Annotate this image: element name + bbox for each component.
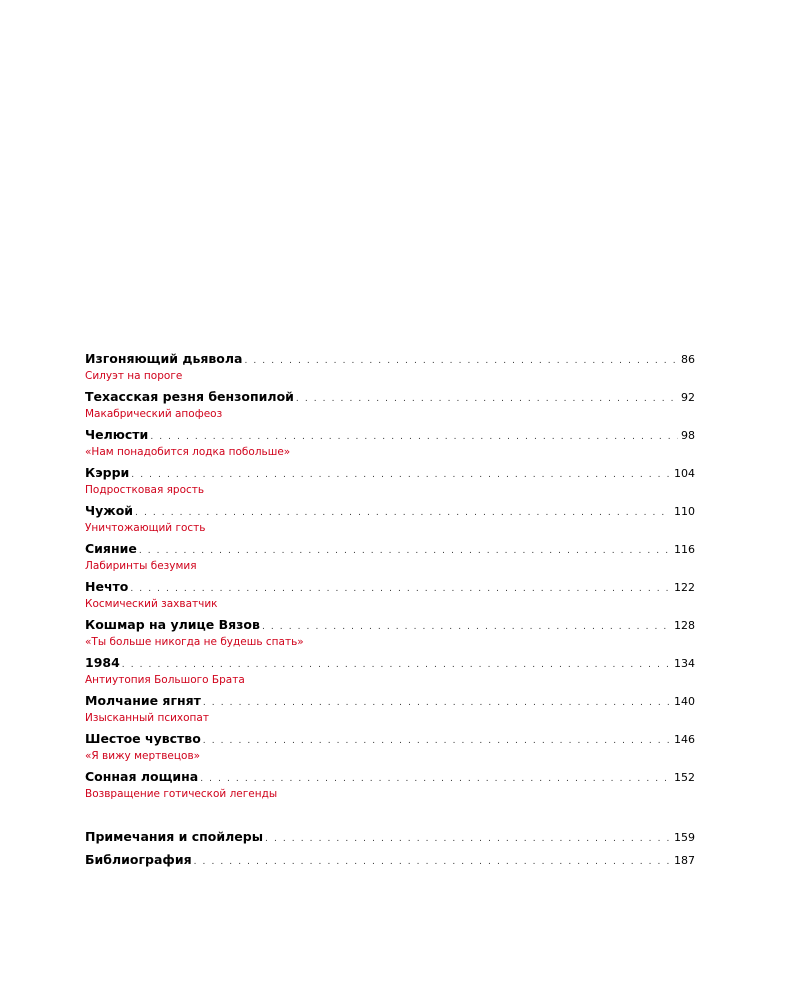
toc-entry-title: Чужой <box>85 503 134 518</box>
toc-entry-title: Изгоняющий дьявола <box>85 351 243 366</box>
toc-entry-bibliography[interactable] <box>85 848 695 871</box>
toc-entry-line <box>85 577 695 596</box>
toc-entry-line <box>85 501 695 520</box>
toc-entry-title: 1984 <box>85 655 120 670</box>
dot-leader <box>203 732 671 751</box>
toc-entry-line <box>85 848 695 871</box>
toc-entry[interactable] <box>85 349 695 387</box>
dot-leader <box>135 504 671 523</box>
toc-entry-title: Техасская резня бензопилой <box>85 389 294 404</box>
dot-leader <box>244 352 678 371</box>
toc-entry-page: 104 <box>674 467 695 480</box>
toc-entry-line <box>85 615 695 634</box>
toc-entry-subtitle: Космический захватчик <box>85 598 218 610</box>
toc-entry[interactable] <box>85 425 695 463</box>
toc-entry-line <box>85 729 695 748</box>
dot-leader <box>265 828 671 851</box>
toc-entry-title: Челюсти <box>85 427 149 442</box>
toc-appendix <box>85 825 695 871</box>
toc-entry-line <box>85 387 695 406</box>
toc-entry-subtitle: Возвращение готической легенды <box>85 788 278 800</box>
toc-entry-subtitle: Силуэт на пороге <box>85 370 183 382</box>
toc-entry-page: 128 <box>674 619 695 632</box>
toc-entry-line <box>85 539 695 558</box>
dot-leader <box>296 390 678 409</box>
toc-entry-line <box>85 349 695 368</box>
toc-entry[interactable] <box>85 577 695 615</box>
toc-entry-subtitle: «Ты больше никогда не будешь спать» <box>85 636 304 648</box>
toc-entry-title: Библиография <box>85 852 192 867</box>
toc-entry-title: Молчание ягнят <box>85 693 201 708</box>
toc-entry-line <box>85 425 695 444</box>
toc-entry-page: 86 <box>681 353 695 366</box>
toc-entry-title: Примечания и спойлеры <box>85 829 264 844</box>
toc-entry-subtitle: Антиутопия Большого Брата <box>85 674 245 686</box>
toc-entry-title: Сияние <box>85 541 137 556</box>
toc-entry-title: Сонная лощина <box>85 769 199 784</box>
toc-entry-subtitle: «Нам понадобится лодка побольше» <box>85 446 291 458</box>
toc-entry[interactable] <box>85 539 695 577</box>
toc-entry-page: 159 <box>674 831 695 844</box>
toc-entry-page: 152 <box>674 771 695 784</box>
toc-entry-page: 134 <box>674 657 695 670</box>
dot-leader <box>262 618 671 637</box>
toc-entry-subtitle: Лабиринты безумия <box>85 560 197 572</box>
toc-entry-title: Шестое чувство <box>85 731 201 746</box>
toc-entry-subtitle: Макабрический апофеоз <box>85 408 223 420</box>
table-of-contents <box>85 349 695 805</box>
toc-entry[interactable] <box>85 653 695 691</box>
toc-entry-page: 122 <box>674 581 695 594</box>
toc-entry-title: Нечто <box>85 579 129 594</box>
toc-entry-subtitle: Подростковая ярость <box>85 484 205 496</box>
toc-entry[interactable] <box>85 615 695 653</box>
toc-entry-page: 140 <box>674 695 695 708</box>
toc-entry-line <box>85 463 695 482</box>
toc-entry-title: Кошмар на улице Вязов <box>85 617 260 632</box>
toc-entry-page: 110 <box>674 505 695 518</box>
toc-entry-line <box>85 825 695 848</box>
dot-leader <box>131 466 671 485</box>
toc-entry-line <box>85 653 695 672</box>
toc-entry-subtitle: Изысканный психопат <box>85 712 209 724</box>
toc-entry[interactable] <box>85 767 695 805</box>
dot-leader <box>139 542 671 561</box>
toc-entry-line <box>85 691 695 710</box>
toc-entry-page: 98 <box>681 429 695 442</box>
dot-leader <box>194 851 671 874</box>
toc-entry-page: 146 <box>674 733 695 746</box>
dot-leader <box>203 694 671 713</box>
toc-entry-line <box>85 767 695 786</box>
toc-entry[interactable] <box>85 729 695 767</box>
toc-entry[interactable] <box>85 691 695 729</box>
toc-entry-subtitle: «Я вижу мертвецов» <box>85 750 201 762</box>
toc-entry-notes[interactable] <box>85 825 695 848</box>
toc-entry[interactable] <box>85 501 695 539</box>
toc-entry[interactable] <box>85 387 695 425</box>
toc-entry-title: Кэрри <box>85 465 130 480</box>
toc-entry-page: 116 <box>674 543 695 556</box>
toc-entry[interactable] <box>85 463 695 501</box>
toc-entry-subtitle: Уничтожающий гость <box>85 522 206 534</box>
toc-entry-page: 187 <box>674 854 695 867</box>
toc-entry-page: 92 <box>681 391 695 404</box>
